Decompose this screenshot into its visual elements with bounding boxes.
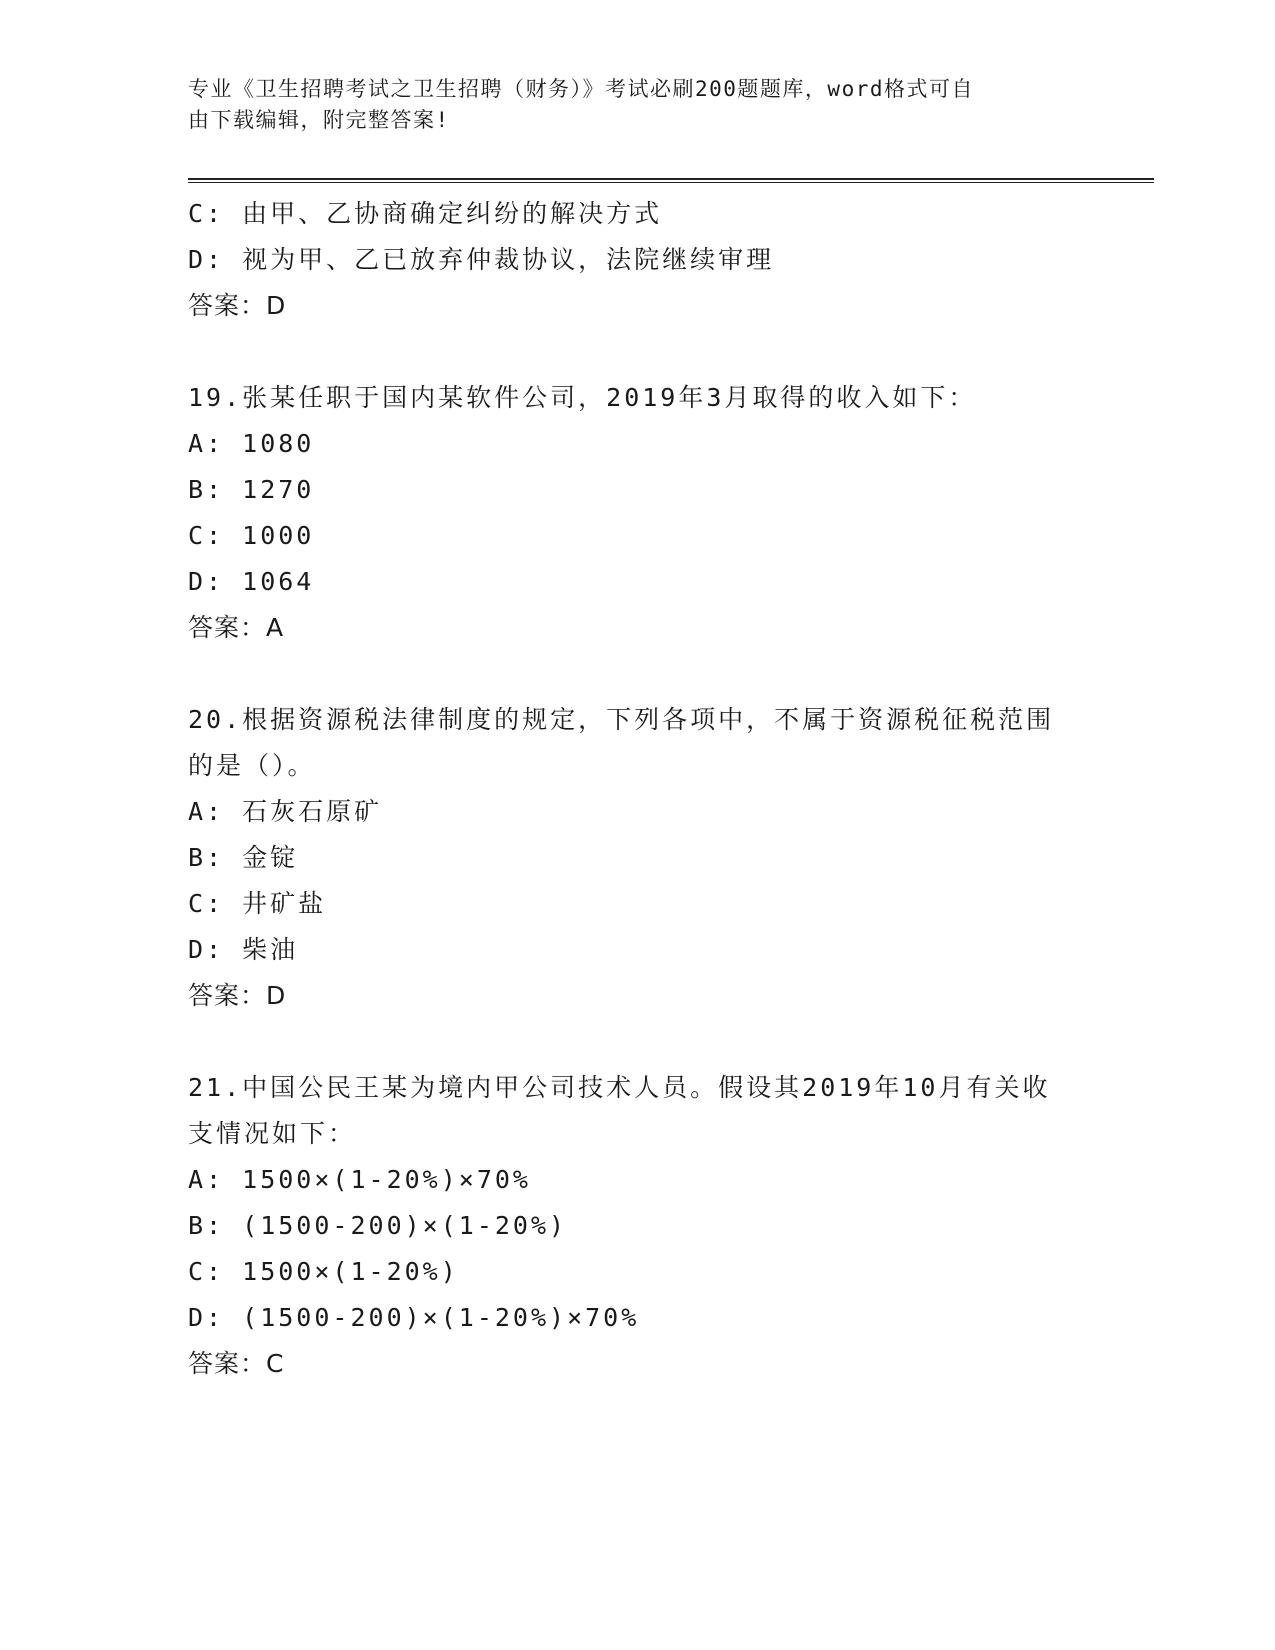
question-stem-line-1: 20.根据资源税法律制度的规定，下列各项中，不属于资源税征税范围 xyxy=(188,705,1055,734)
question-21 xyxy=(188,1065,1088,1387)
header-divider xyxy=(188,178,1154,183)
question-19 xyxy=(188,375,1088,651)
header-title-line-1: 专业《卫生招聘考试之卫生招聘（财务）》考试必刷200题题库，word格式可自 xyxy=(188,77,974,101)
option-c: C: 由甲、乙协商确定纠纷的解决方式 xyxy=(188,199,663,228)
spacer xyxy=(188,1019,1088,1065)
option-c: C: 1500×(1-20%) xyxy=(188,1257,459,1286)
option-d: D: (1500-200)×(1-20%)×70% xyxy=(188,1303,640,1332)
answer: 答案：D xyxy=(188,291,287,320)
option-b: B: 1270 xyxy=(188,475,315,504)
question-18 xyxy=(188,191,1088,329)
question-stem-line-2: 的是（）。 xyxy=(188,751,316,780)
option-d: D: 柴油 xyxy=(188,935,299,964)
question-list xyxy=(188,191,1088,1387)
answer: 答案：A xyxy=(188,613,285,642)
option-d: D: 1064 xyxy=(188,567,315,596)
answer: 答案：C xyxy=(188,1349,285,1378)
option-d: D: 视为甲、乙已放弃仲裁协议，法院继续审理 xyxy=(188,245,775,274)
option-a: A: 1500×(1-20%)×70% xyxy=(188,1165,531,1194)
question-stem: 19.张某任职于国内某软件公司，2019年3月取得的收入如下： xyxy=(188,383,977,412)
document-header xyxy=(188,74,1088,136)
option-a: A: 1080 xyxy=(188,429,315,458)
answer: 答案：D xyxy=(188,981,287,1010)
option-c: C: 1000 xyxy=(188,521,315,550)
question-stem-line-1: 21.中国公民王某为境内甲公司技术人员。假设其2019年10月有关收 xyxy=(188,1073,1051,1102)
question-stem-line-2: 支情况如下： xyxy=(188,1119,357,1148)
option-b: B: (1500-200)×(1-20%) xyxy=(188,1211,568,1240)
header-title-line-2: 由下载编辑，附完整答案! xyxy=(188,108,450,132)
spacer xyxy=(188,329,1088,375)
option-c: C: 井矿盐 xyxy=(188,889,327,918)
question-20 xyxy=(188,697,1088,1019)
spacer xyxy=(188,651,1088,697)
option-b: B: 金锭 xyxy=(188,843,299,872)
option-a: A: 石灰石原矿 xyxy=(188,797,383,826)
